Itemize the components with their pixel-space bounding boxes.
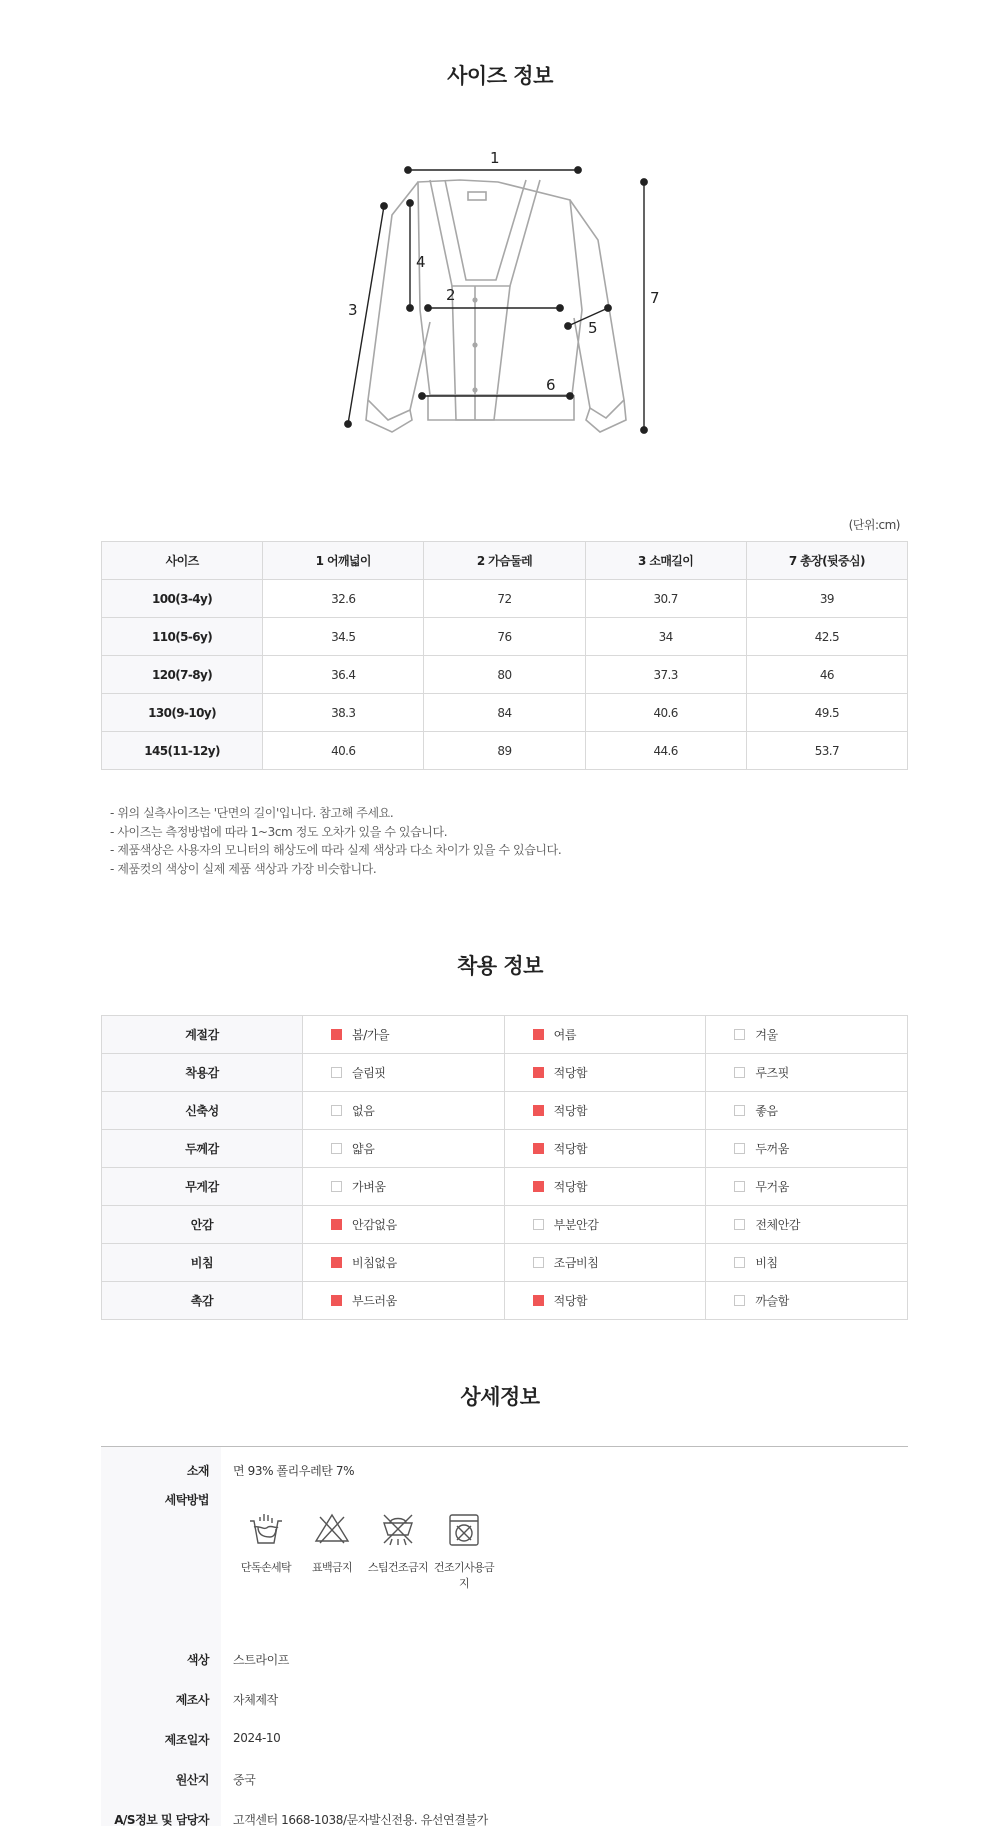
detail-row-color xyxy=(101,1639,908,1679)
fit-option-label: 적당함 xyxy=(553,1066,588,1080)
detail-label: 세탁방법 xyxy=(101,1489,221,1639)
table-cell: 44.6 xyxy=(585,732,746,770)
size-cell: 100(3-4y) xyxy=(102,580,263,618)
fit-option-label: 겨울 xyxy=(755,1028,778,1042)
fit-option xyxy=(303,1206,505,1244)
table-cell: 30.7 xyxy=(585,580,746,618)
size-cell: 130(9-10y) xyxy=(102,694,263,732)
washing-area xyxy=(221,1489,908,1639)
note-line: - 위의 실측사이즈는 '단면의 길이'입니다. 참고해 주세요. xyxy=(110,806,394,820)
detail-value: 스트라이프 xyxy=(233,1653,289,1667)
fit-option xyxy=(504,1206,706,1244)
diagram-label-2: 2 xyxy=(446,286,456,304)
fit-label: 안감 xyxy=(102,1206,303,1244)
checked-checkbox-icon xyxy=(331,1295,342,1306)
table-row xyxy=(102,618,908,656)
cardigan-measurement-diagram xyxy=(330,140,700,460)
no-bleach-icon xyxy=(312,1509,352,1549)
size-table-header: 1 어깨넓이 xyxy=(263,542,424,580)
detail-label: 제조사 xyxy=(101,1679,221,1719)
checked-checkbox-icon xyxy=(533,1295,544,1306)
unchecked-checkbox-icon xyxy=(734,1105,745,1116)
detail-label: A/S정보 및 담당자 xyxy=(101,1799,221,1826)
table-cell: 36.4 xyxy=(263,656,424,694)
unchecked-checkbox-icon xyxy=(331,1105,342,1116)
table-cell: 34.5 xyxy=(263,618,424,656)
unchecked-checkbox-icon xyxy=(734,1219,745,1230)
table-cell: 37.3 xyxy=(585,656,746,694)
detail-value: 중국 xyxy=(233,1773,256,1787)
table-row xyxy=(102,732,908,770)
fit-option-label: 봄/가을 xyxy=(352,1028,390,1042)
table-cell: 40.6 xyxy=(263,732,424,770)
fit-option-label: 없음 xyxy=(352,1104,375,1118)
fit-row xyxy=(102,1244,908,1282)
fit-option-label: 까슬함 xyxy=(755,1294,789,1308)
table-row xyxy=(102,656,908,694)
fit-option-label: 전체안감 xyxy=(755,1218,801,1232)
size-table-header-row xyxy=(102,542,908,580)
unchecked-checkbox-icon xyxy=(331,1067,342,1078)
size-table-header: 2 가슴둘레 xyxy=(424,542,585,580)
detail-value: 면 93% 폴리우레탄 7% xyxy=(233,1464,355,1478)
checked-checkbox-icon xyxy=(331,1219,342,1230)
table-cell: 32.6 xyxy=(263,580,424,618)
no-tumble-dry-icon xyxy=(444,1509,484,1549)
size-table-header: 7 총장(뒷중심) xyxy=(746,542,907,580)
fit-row xyxy=(102,1054,908,1092)
fit-label: 두께감 xyxy=(102,1130,303,1168)
unchecked-checkbox-icon xyxy=(533,1219,544,1230)
fit-option xyxy=(706,1206,908,1244)
size-table-header: 사이즈 xyxy=(102,542,263,580)
table-row xyxy=(102,694,908,732)
fit-option-label: 부분안감 xyxy=(553,1218,599,1232)
table-cell: 80 xyxy=(424,656,585,694)
detail-row-origin xyxy=(101,1759,908,1799)
detail-label: 제조일자 xyxy=(101,1719,221,1759)
checked-checkbox-icon xyxy=(533,1143,544,1154)
fit-option-label: 루즈핏 xyxy=(755,1066,789,1080)
unchecked-checkbox-icon xyxy=(734,1067,745,1078)
fit-info-title: 착용 정보 xyxy=(457,954,543,978)
fit-option-label: 적당함 xyxy=(553,1104,588,1118)
detail-label: 색상 xyxy=(101,1639,221,1679)
fit-option xyxy=(303,1016,505,1054)
fit-option-label: 무거움 xyxy=(755,1180,789,1194)
fit-option-label: 여름 xyxy=(553,1028,577,1042)
size-table-header: 3 소매길이 xyxy=(585,542,746,580)
size-notes xyxy=(110,804,561,878)
table-cell: 72 xyxy=(424,580,585,618)
detail-row-maker xyxy=(101,1679,908,1719)
fit-option xyxy=(706,1092,908,1130)
size-cell: 110(5-6y) xyxy=(102,618,263,656)
fit-option xyxy=(303,1244,505,1282)
fit-option xyxy=(504,1092,706,1130)
fit-row xyxy=(102,1168,908,1206)
size-cell: 120(7-8y) xyxy=(102,656,263,694)
table-cell: 46 xyxy=(746,656,907,694)
detail-row-date xyxy=(101,1719,908,1759)
wash-label: 스팀건조금지 xyxy=(367,1561,429,1574)
fit-label: 비침 xyxy=(102,1244,303,1282)
table-cell: 38.3 xyxy=(263,694,424,732)
note-line: - 제품컷의 색상이 실제 제품 색상과 가장 비슷합니다. xyxy=(110,861,377,876)
fit-option xyxy=(504,1244,706,1282)
unchecked-checkbox-icon xyxy=(734,1143,745,1154)
diagram-label-4: 4 xyxy=(416,253,426,271)
fit-option-label: 적당함 xyxy=(553,1142,588,1156)
wash-label: 단독손세탁 xyxy=(240,1561,292,1574)
fit-option xyxy=(303,1282,505,1320)
table-cell: 84 xyxy=(424,694,585,732)
fit-option xyxy=(706,1016,908,1054)
table-cell: 53.7 xyxy=(746,732,907,770)
detail-value: 자체제작 xyxy=(233,1693,278,1707)
diagram-label-1: 1 xyxy=(490,149,500,167)
fit-label: 계절감 xyxy=(102,1016,303,1054)
unchecked-checkbox-icon xyxy=(533,1257,544,1268)
table-row xyxy=(102,580,908,618)
fit-option xyxy=(303,1168,505,1206)
fit-option-label: 조금비침 xyxy=(553,1256,599,1270)
hand-wash-icon xyxy=(246,1509,286,1549)
unchecked-checkbox-icon xyxy=(734,1029,745,1040)
checked-checkbox-icon xyxy=(331,1257,342,1268)
fit-option-label: 슬림핏 xyxy=(352,1066,386,1080)
fit-option xyxy=(504,1282,706,1320)
fit-option-label: 안감없음 xyxy=(352,1218,397,1232)
diagram-label-5: 5 xyxy=(588,319,598,337)
no-steam-dry-icon xyxy=(378,1509,418,1549)
unchecked-checkbox-icon xyxy=(734,1181,745,1192)
fit-option xyxy=(504,1168,706,1206)
fit-option xyxy=(504,1016,706,1054)
detail-table xyxy=(101,1446,908,1826)
fit-option xyxy=(303,1130,505,1168)
fit-option xyxy=(706,1130,908,1168)
table-cell: 49.5 xyxy=(746,694,907,732)
fit-option-label: 가벼움 xyxy=(352,1180,386,1194)
fit-option xyxy=(303,1092,505,1130)
wash-item xyxy=(299,1509,365,1591)
size-info-title: 사이즈 정보 xyxy=(447,64,553,88)
wash-item xyxy=(431,1509,497,1591)
table-cell: 76 xyxy=(424,618,585,656)
checked-checkbox-icon xyxy=(533,1029,544,1040)
detail-label: 소재 xyxy=(101,1447,221,1489)
checked-checkbox-icon xyxy=(533,1067,544,1078)
checked-checkbox-icon xyxy=(331,1029,342,1040)
fit-option-label: 적당함 xyxy=(553,1180,588,1194)
unchecked-checkbox-icon xyxy=(331,1181,342,1192)
table-cell: 42.5 xyxy=(746,618,907,656)
unit-label: (단위:cm) xyxy=(848,518,900,532)
wash-item xyxy=(365,1509,431,1591)
fit-label: 착용감 xyxy=(102,1054,303,1092)
fit-option-label: 부드러움 xyxy=(352,1294,397,1308)
fit-option xyxy=(303,1054,505,1092)
detail-info-title: 상세정보 xyxy=(460,1385,540,1409)
diagram-label-6: 6 xyxy=(546,376,556,394)
unchecked-checkbox-icon xyxy=(734,1295,745,1306)
fit-option-label: 좋음 xyxy=(755,1104,778,1118)
unchecked-checkbox-icon xyxy=(331,1143,342,1154)
size-cell: 145(11-12y) xyxy=(102,732,263,770)
detail-row-washing xyxy=(101,1489,908,1639)
fit-row xyxy=(102,1092,908,1130)
fit-option xyxy=(504,1130,706,1168)
diagram-label-3: 3 xyxy=(348,301,358,319)
fit-row xyxy=(102,1282,908,1320)
fit-option-label: 두꺼움 xyxy=(755,1142,789,1156)
table-cell: 39 xyxy=(746,580,907,618)
diagram-label-7: 7 xyxy=(650,289,660,307)
fit-option-label: 적당함 xyxy=(553,1294,588,1308)
table-cell: 89 xyxy=(424,732,585,770)
fit-option xyxy=(706,1054,908,1092)
fit-option xyxy=(706,1244,908,1282)
checked-checkbox-icon xyxy=(533,1105,544,1116)
fit-option xyxy=(706,1168,908,1206)
note-line: - 사이즈는 측정방법에 따라 1~3cm 정도 오차가 있을 수 있습니다. xyxy=(110,824,448,839)
table-cell: 34 xyxy=(585,618,746,656)
fit-label: 신축성 xyxy=(102,1092,303,1130)
fit-row xyxy=(102,1130,908,1168)
wash-label: 표백금지 xyxy=(311,1561,353,1574)
fit-row xyxy=(102,1206,908,1244)
size-table xyxy=(101,541,908,770)
fit-option-label: 비침 xyxy=(755,1256,778,1270)
fit-label: 무게감 xyxy=(102,1168,303,1206)
table-cell: 40.6 xyxy=(585,694,746,732)
detail-row-as xyxy=(101,1799,908,1826)
fit-option-label: 비침없음 xyxy=(352,1256,397,1270)
wash-label: 건조기사용금지 xyxy=(433,1561,495,1590)
fit-option-label: 얇음 xyxy=(352,1142,375,1156)
fit-row xyxy=(102,1016,908,1054)
fit-label: 촉감 xyxy=(102,1282,303,1320)
cardigan-diagram-svg xyxy=(330,140,700,460)
fit-option xyxy=(706,1282,908,1320)
wash-item xyxy=(233,1509,299,1591)
detail-value: 2024-10 xyxy=(233,1731,281,1745)
detail-row-material xyxy=(101,1447,908,1489)
detail-label: 원산지 xyxy=(101,1759,221,1799)
unchecked-checkbox-icon xyxy=(734,1257,745,1268)
note-line: - 제품색상은 사용자의 모니터의 해상도에 따라 실제 색상과 다소 차이가 있을 수 있습니다. xyxy=(110,843,562,857)
fit-table xyxy=(101,1015,908,1320)
detail-value: 고객센터 1668-1038/문자발신전용. 유선연결불가 xyxy=(233,1813,488,1826)
checked-checkbox-icon xyxy=(533,1181,544,1192)
fit-option xyxy=(504,1054,706,1092)
